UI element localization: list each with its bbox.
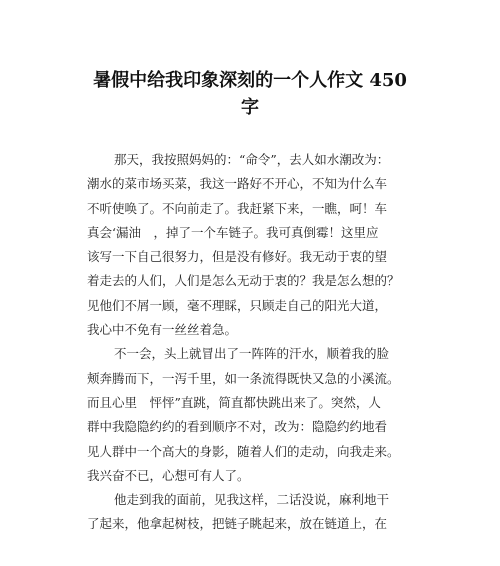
essay-line: 我心中不免有一丝丝着急。 xyxy=(87,322,238,338)
essay-body xyxy=(87,148,427,537)
essay-line: 而且心里 怦怦”直跳，简直都快跳出来了。突然，人 xyxy=(87,394,381,410)
document-title-continued: 字 xyxy=(241,97,259,118)
essay-line: 不听使唤了。不向前走了。我赶紧下来，一瞧，呵！车 xyxy=(87,200,388,216)
essay-line: 不一会，头上就冒出了一阵阵的汗水，顺着我的脸 xyxy=(114,346,390,362)
document-title: 暑假中给我印象深刻的一个人作文 450 xyxy=(93,70,407,91)
essay-line: 那天，我按照妈妈的：“命令”，去人如水潮改为： xyxy=(114,152,390,167)
essay-line: 着走去的人们，人们是怎么无动于衷的？我是怎么想的？ xyxy=(87,273,400,289)
essay-line: 他走到我的面前，见我这样，二话没说，麻利地干 xyxy=(114,492,390,508)
essay-line: 潮水的菜市场买菜，我这一路好不开心，不知为什么车 xyxy=(87,176,388,192)
essay-line: 群中我隐隐约约的看到顺序不对，改为：隐隐约约地看 xyxy=(87,419,388,435)
essay-line: 我兴奋不已，心想可有人了。 xyxy=(87,467,250,483)
essay-line: 颊奔腾而下，一泻千里，如一条流得既快又急的小溪流。 xyxy=(87,370,400,386)
essay-line: 了起来，他拿起树枝，把链子眺起来，放在链道上，在 xyxy=(87,516,388,532)
essay-line: 真会‘漏油 ，掉了一个车链子。我可真倒霉！这里应 xyxy=(87,224,379,240)
essay-line: 见人群中一个高大的身影，随着人们的走动，向我走来。 xyxy=(87,443,400,459)
essay-line: 见他们不屑一顾，毫不理睬，只顾走自己的阳光大道， xyxy=(87,297,388,313)
essay-line: 该写一下自己很努力，但是没有修好。我无动于衷的望 xyxy=(87,249,388,265)
